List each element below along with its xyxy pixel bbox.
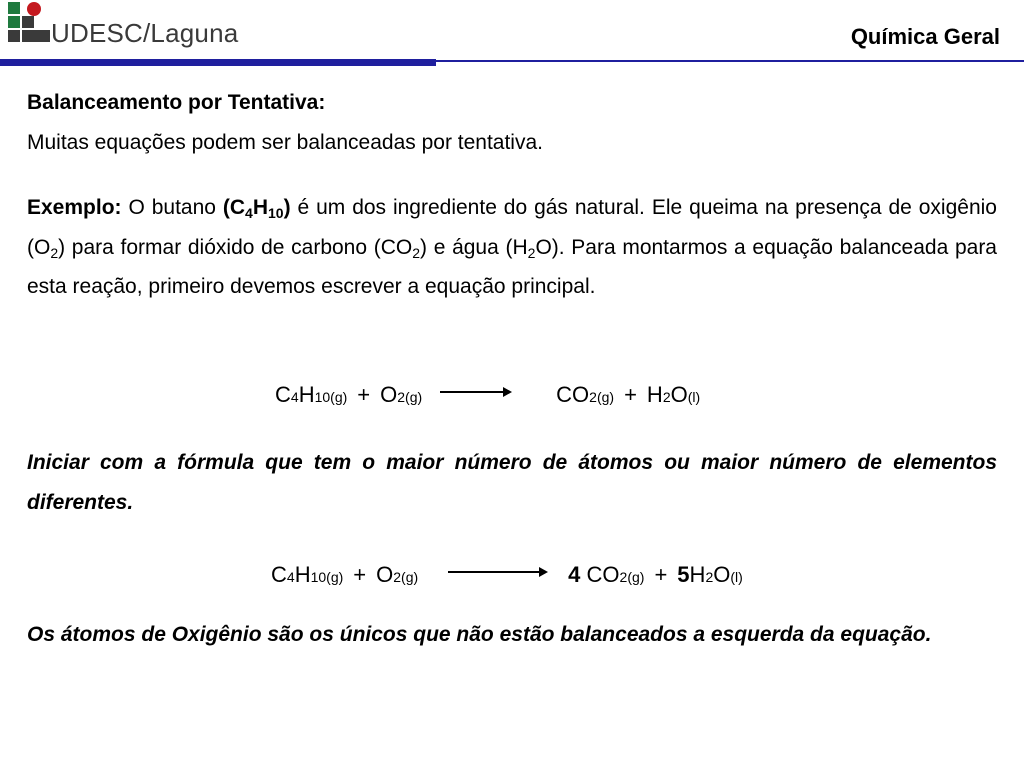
header-rule-accent <box>0 59 436 66</box>
co2-coefficient: 4 <box>568 562 581 587</box>
example-text: é um dos ingrediente do gás natural. Ele queima na presença de oxigênio (O <box>27 196 997 259</box>
example-text: ) para formar dióxido de carbono (CO <box>58 235 413 259</box>
brand-name: UDESC/Laguna <box>51 18 239 48</box>
h2o-coefficient: 5 <box>677 562 690 587</box>
butane-formula: $(C_4H_{10})$ <box>222 196 291 221</box>
reaction-arrow-icon <box>448 562 548 582</box>
unbalanced-equation: C 4 H 10(g) + O 2(g) CO 2(g) + H 2 O (l) <box>275 382 701 407</box>
example-text: O butano <box>128 196 216 219</box>
reaction-arrow-icon <box>440 382 512 402</box>
instruction-text: Iniciar com a fórmula que tem o maior número de átomos ou maior número de elementos diferentes. <box>27 451 997 514</box>
example-label: Exemplo: <box>27 196 122 219</box>
example-paragraph: Exemplo: O butano $(C_4H_{10})$ é um dos ingrediente do gás natural. Ele queima na presença de oxigênio $(O_2)$ para formar dióxido de carbono $(CO_2)$ e água $(H_2O)$. Para montarmos a equação balanceada para esta reação, primeiro devemos escrever a equação principal. <box>27 196 997 298</box>
udesc-logo-icon <box>8 2 50 46</box>
slide-heading: Balanceamento por Tentativa: <box>27 91 326 114</box>
intro-text: Muitas equações podem ser balanceadas por tentativa. <box>27 131 543 154</box>
conclusion-text: Os átomos de Oxigênio são os únicos que não estão balanceados a esquerda da equação. <box>27 623 932 646</box>
course-title: Química Geral <box>850 24 1000 49</box>
example-text: O). Para montarmos a equação balanceada para esta reação, primeiro devemos escrever a equação principal. <box>27 235 997 298</box>
partially-balanced-equation: C 4 H 10(g) + O 2(g) 4 CO 2(g) + 5 H 2 O (l) <box>271 562 743 587</box>
example-text: ) e água (H <box>420 235 528 259</box>
